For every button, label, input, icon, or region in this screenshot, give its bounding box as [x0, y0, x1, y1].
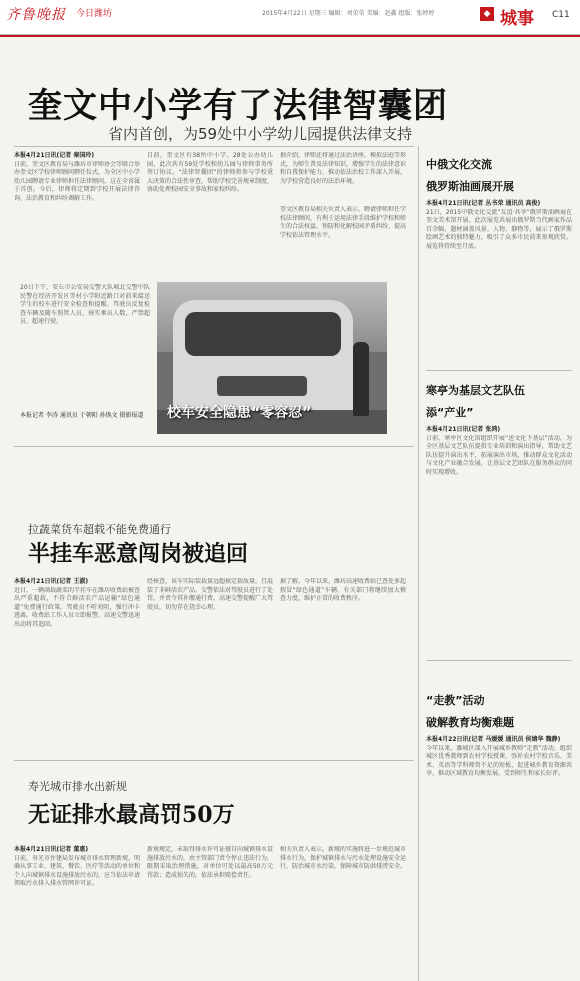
right-story-2-byline: 本报4月21日讯(记者 张鸿) [426, 426, 501, 433]
lead-rule [14, 146, 414, 147]
lead-body-1: 日前，奎文区教育局与潍坊市律师协会等联合举办奎文区学校律师顾问聘任仪式，为全区中小学幼儿园聘请专业律师担任法律顾问，这在全省属于首创。今后，律师将定期到学校开展法律咨询、法治教育和纠纷调解工作。 [14, 160, 140, 202]
date-line: 2015年4月22日 星期三 编辑：刘荣荣 美编：赵鑫 组版：张婷婷 [262, 10, 435, 17]
section-icon: ◆ [480, 7, 494, 21]
photo-overlay-caption: 校车安全隐患“零容忍” [167, 405, 312, 421]
photo-story-byline: 本报记者 李涛 通讯员 于朝阳 孙焕文 摄影报道 [20, 412, 144, 419]
story-2-body-1: 近日，一辆满载蔬菜的半挂车在潍坊收费站被查出严重超载，不符合鲜活农产品运输“绿色通道”免费通行政策。驾驶员不听劝阻，强行冲卡逃离。收费站工作人员立即报警，高速交警迅速出动将其追回。 [14, 586, 140, 628]
lead-col-1 [14, 152, 140, 261]
lead-headline: 奎文中小学有了法律智囊团 [28, 86, 448, 126]
right-rule-2 [426, 660, 572, 661]
story-2-body-3: 据了解，今年以来，潍坊高速收费站已查处多起假冒“绿色通道”车辆，有关部门将继续加大稽查力度，维护正常的收费秩序。 [280, 578, 406, 603]
page-number: C11 [552, 10, 570, 20]
right-story-3 [426, 692, 572, 967]
right-story-3-title-1: “走教”活动 [426, 694, 485, 707]
section-marker [480, 4, 576, 28]
right-story-1-byline: 本报4月21日讯(记者 丛书荣 通讯员 高俊) [426, 200, 541, 207]
story-3-byline: 本报4月21日讯(记者 董惠) [14, 846, 89, 853]
story-2-rule [14, 760, 414, 761]
lead-subhead: 省内首创，为59处中小学幼儿园提供法律支持 [108, 125, 413, 143]
right-story-3-body: 今年以来，潍城区深入开展城乡教师“走教”活动，组织城区优秀教师到农村学校授课，弥补农村学校音乐、美术、英语等学科师资不足的短板，促进城乡教育资源共享，推动区域教育均衡发展，受到师生和家长好评。 [426, 744, 572, 778]
bus-grill [217, 376, 307, 396]
photo-story-body: 20日下午，安丘市公安局交警大队城北交警中队民警在经济开发区等村小学附近路口对前来接送学生的校车进行安全检查和提醒。驾驶员反复检查车辆及随车照管人员，核实乘员人数，严禁超员、超速行驶。 [20, 284, 150, 326]
story-2-byline: 本报4月21日讯(记者 王淑) [14, 578, 89, 585]
school-bus-photo [157, 282, 387, 434]
right-story-1-title-2: 俄罗斯油画展开展 [426, 180, 514, 193]
story-3-col-1 [14, 846, 140, 975]
right-story-2-title-2: 添“产业” [426, 406, 474, 419]
story-3-body-3: 相关负责人表示，新规的实施将进一步规范城市排水行为，保护城镇排水与污水处理设施安全运行，防治城市水污染，保障城市防洪排涝安全。 [280, 846, 406, 871]
right-story-1-title-1: 中俄文化交流 [426, 158, 492, 171]
edition-tagline: 今日潍坊 [76, 9, 113, 19]
story-2-col-1 [14, 578, 140, 747]
story-3-body-2: 新规规定，未取得排水许可证擅自向城镇排水设施排放污水的，由主管部门责令停止违法行为，限期采取治理措施，对单位可处以最高50万元罚款；造成损失的，依法承担赔偿责任。 [147, 846, 273, 879]
traffic-officer [353, 342, 369, 416]
story-3-body-1: 日前，寿光市住建局发布城市排水管理新规，明确从事工业、建筑、餐饮、医疗等活动的单位和个人向城镇排水设施排放污水的，应当依法申请领取污水排入排水管网许可证。 [14, 854, 140, 888]
header-divider [0, 35, 580, 37]
right-story-2-body: 日前，寒亭区文化馆组织开展“送文化下基层”活动，为全区基层文艺队伍提供专业培训和演出指导，帮助文艺队伍提升演出水平，拓展演出市场，推动群众文化活动与文化产业融合发展，让基层文艺团队在服务群众的同时实现增收。 [426, 434, 572, 476]
right-story-3-title-2: 破解教育均衡难题 [426, 716, 514, 729]
newspaper-logo: 齐鲁晚报 [6, 7, 66, 23]
lead-body-3: 据介绍，律师还将通过法治讲座、模拟法庭等形式，为师生普及法律知识，增强学生的法律意识和自我保护能力，推动依法治校工作深入开展，为学校营造良好的法治环境。 [280, 152, 406, 185]
right-story-2 [426, 382, 572, 653]
lead-body-4: 奎文区教育局相关负责人表示，聘请律师担任学校法律顾问，有利于运用法律手段维护学校和师生的合法权益，预防和化解校园矛盾纠纷，提高学校依法管理水平。 [280, 206, 406, 239]
section-title: 城事 [500, 9, 534, 29]
story-2-body-2: 经核查，该车实际装载量远超核定载质量，且混装了非鲜活农产品。交警依法对驾驶员进行了处罚，并责令其补缴通行费。高速交警提醒广大驾驶员，切勿存在侥幸心理。 [147, 578, 273, 611]
right-story-3-byline: 本报4月22日讯(记者 马媛媛 通讯员 侯婧华 魏静) [426, 736, 561, 743]
photo-story-rule [14, 446, 414, 447]
column-divider [418, 146, 419, 981]
story-2-kicker: 拉蔬菜货车超载不能免费通行 [28, 523, 171, 536]
lead-byline: 本报4月21日讯(记者 秦国玲) [14, 152, 95, 159]
photo-story-text [20, 284, 150, 421]
lead-body-2: 目前，奎文区有38所中小学、28处公办幼儿园，此次共有59处学校和幼儿园与律师事务所签订协议。“法律智囊团”的律师将参与学校重大决策的合法性审查，帮助学校完善规章制度，协助处理校园安全事故和家校纠纷。 [147, 152, 273, 194]
story-3-headline: 无证排水最高罚50万 [28, 802, 235, 828]
right-story-1 [426, 156, 572, 349]
right-story-2-title-1: 寒亭为基层文艺队伍 [426, 384, 525, 397]
right-rule-1 [426, 370, 572, 371]
story-2-headline: 半挂车恶意闯岗被追回 [28, 541, 249, 567]
bus-windshield [185, 312, 341, 356]
right-story-1-body: 21日，2015中俄文化交流“友谊·共享”俄罗斯油画展在奎文美术馆开展。此次展览共展出俄罗斯当代画家作品百余幅，题材涵盖风景、人物、静物等，展示了俄罗斯绘画艺术的独特魅力，吸引了众多市民前来参观欣赏。展览将持续至月底。 [426, 208, 572, 250]
story-3-kicker: 寿光城市排水出新规 [28, 780, 127, 793]
